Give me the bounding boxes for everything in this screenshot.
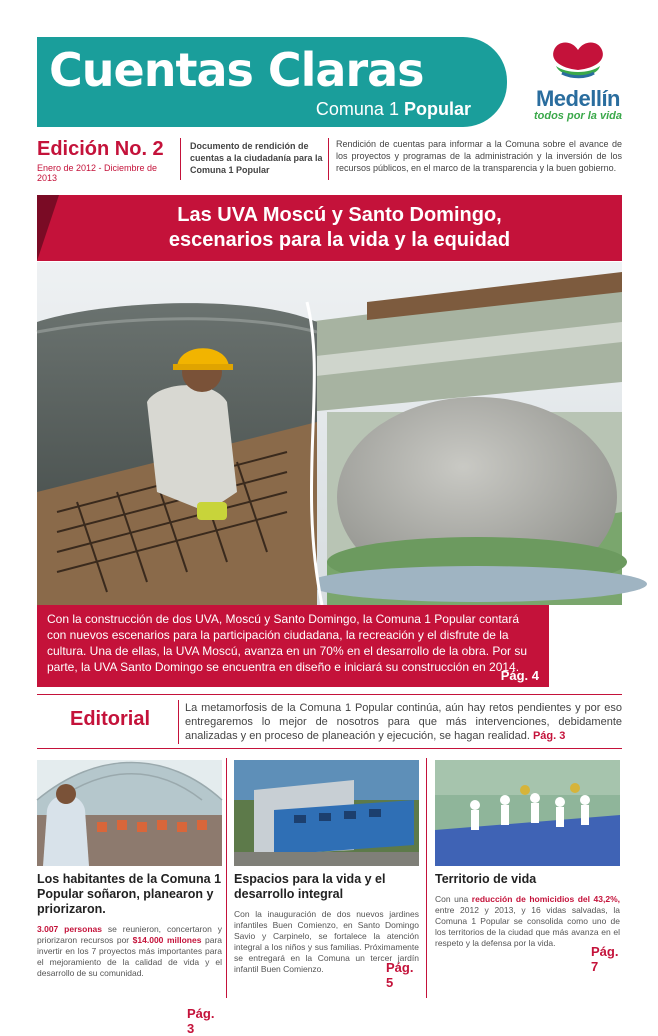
- divider: [426, 758, 427, 998]
- subtitle-popular: Popular: [403, 99, 471, 119]
- column-territory: [435, 760, 620, 974]
- main-caption-text: Con la construcción de dos UVA, Moscú y Santo Domingo, la Comuna 1 Popular contará con nuevos escenarios para la participación ciudadana, la recreación y el disfrute de la cultura. Una de ellas, la UVA Moscú, avanza en un 70% en el desarrollo de la obra. Por su parte, la UVA Santo Domingo se encuentra en diseño e iniciará su construcción en 2014.: [47, 612, 528, 674]
- editorial-label: Editorial: [70, 708, 151, 730]
- column-text-part: para invertir en los 7 proyectos más importantes para el mejoramiento de la calidad de vida y el desarrollo de su comunidad.: [37, 935, 222, 978]
- divider: [37, 748, 622, 749]
- column-text-part: Con una: [435, 894, 472, 904]
- column-photo: [234, 760, 419, 866]
- column-participation: [37, 760, 222, 1036]
- main-photo: [37, 262, 622, 605]
- divider: [37, 694, 622, 695]
- logo-name: Medellín: [535, 86, 620, 111]
- column-page-ref[interactable]: Pág. 5: [386, 960, 414, 990]
- highlight-amount: $14.000 millones: [132, 935, 202, 945]
- kindergarten-photo: [234, 760, 419, 866]
- divider: [328, 138, 329, 180]
- column-spaces: [234, 760, 419, 990]
- column-photo: [435, 760, 620, 866]
- publication-title: Cuentas Claras: [49, 43, 424, 97]
- column-text-part: se reunieron, concertaron y priorizaron recursos por: [37, 924, 222, 945]
- column-page-ref[interactable]: Pág. 7: [591, 944, 619, 974]
- logo-tagline: todos por la vida: [533, 110, 622, 122]
- main-headline-banner: [37, 195, 622, 261]
- banner-fold: [37, 195, 59, 261]
- document-description: Documento de rendición de cuentas a la ciudadanía para la Comuna 1 Popular: [190, 141, 323, 175]
- document-intro: Rendición de cuentas para informar a la Comuna sobre el avance de los proyectos y programas de la administración y la inversión de los recursos públicos, en el marco de la transparencia y la buen gobierno.: [336, 139, 622, 173]
- heart-logo-icon: [550, 40, 606, 84]
- column-text: Con la inauguración de dos nuevos jardines infantiles Buen Comienzo, en Santo Domingo Savio y Carpinelo, se fortalece la atención integral a los niños y sus familias. Próximamente se entregará en la Comuna un tercer jardín infantil Buen Comienzo.: [234, 909, 419, 974]
- assembly-photo: [37, 760, 222, 866]
- editorial-text: [185, 701, 622, 743]
- medellin-logo: [528, 40, 628, 130]
- masthead-banner: [37, 37, 507, 127]
- headline-line-1: Las UVA Moscú y Santo Domingo,: [177, 204, 502, 226]
- main-page-ref[interactable]: Pág. 4: [500, 668, 539, 683]
- editorial-body: La metamorfosis de la Comuna 1 Popular continúa, aún hay retos pendientes y por eso entregaremos lo mejor de nosotros para que más intervenciones, debidamente analizadas y en proceso de planeación y ejecución, se hagan realidad.: [185, 702, 622, 742]
- highlight-people: 3.007 personas: [37, 924, 102, 934]
- headline-line-2: escenarios para la vida y la equidad: [168, 229, 511, 251]
- column-heading: Espacios para la vida y el desarrollo integral: [234, 872, 386, 901]
- publication-subtitle: [316, 99, 471, 120]
- uva-photo-illustration: [37, 262, 622, 605]
- main-headline: [67, 203, 612, 253]
- edition-block: [37, 138, 177, 183]
- divider: [226, 758, 227, 998]
- divider: [178, 700, 179, 744]
- editorial-page-ref[interactable]: Pág. 3: [532, 730, 566, 742]
- divider: [180, 138, 181, 180]
- column-heading: Los habitantes de la Comuna 1 Popular soñaron, planearon y priorizaron.: [37, 872, 222, 916]
- main-story-caption: [37, 605, 549, 687]
- column-heading: Territorio de vida: [435, 872, 537, 886]
- column-photo: [37, 760, 222, 866]
- edition-dates: Enero de 2012 - Diciembre de 2013: [37, 163, 158, 183]
- column-text: [435, 894, 620, 949]
- community-event-photo: [435, 760, 620, 866]
- column-text: [37, 924, 222, 979]
- subtitle-comuna: Comuna 1: [315, 99, 399, 119]
- highlight-homicides: reducción de homicidios del 43,2%,: [471, 894, 620, 904]
- edition-title: Edición No. 2: [37, 138, 164, 160]
- column-page-ref[interactable]: Pág. 3: [187, 1006, 215, 1036]
- column-text-part: entre 2012 y 2013, y 16 vidas salvadas, la Comuna 1 Popular se consolida como uno de los territorios de la ciudad que más avanza en el respeto y la defensa por la vida.: [435, 905, 620, 948]
